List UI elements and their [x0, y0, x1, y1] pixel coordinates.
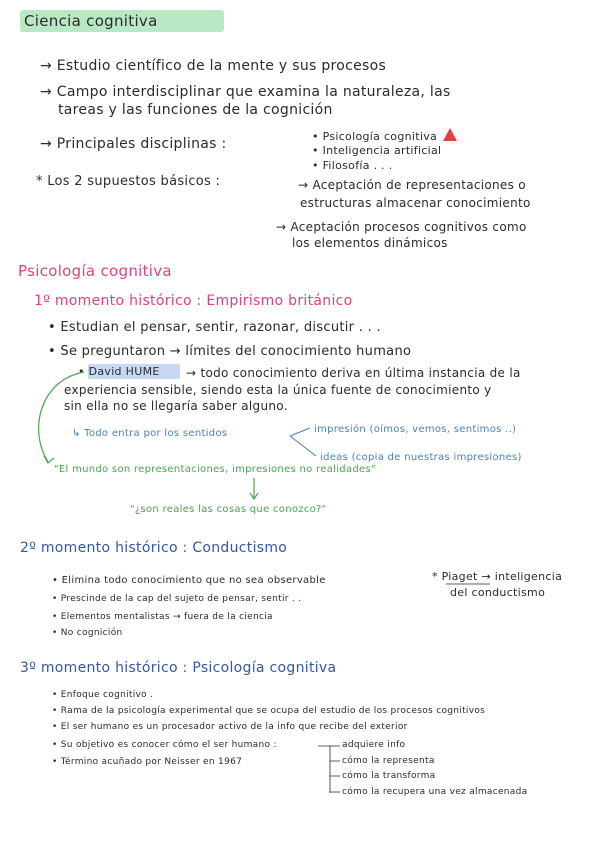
- m3-bullet-1: • Enfoque cognitivo .: [52, 690, 154, 700]
- options-bracket: [318, 746, 340, 793]
- discipline-1: • Psicología cognitiva: [312, 128, 457, 143]
- ideas-note: ideas (copia de nuestras impresiones): [320, 452, 522, 463]
- assumptions-label: * Los 2 supuestos básicos :: [36, 174, 221, 189]
- m3-bullet-4: • Su objetivo es conocer cómo el ser humano :: [52, 740, 277, 750]
- discipline-3: • Filosofía . . .: [312, 159, 393, 172]
- m3-option-2: cómo la representa: [342, 756, 435, 766]
- m3-bullet-5: • Término acuñado por Neisser en 1967: [52, 757, 243, 767]
- m1-bullet-2: • Se preguntaron → límites del conocimiento humano: [48, 344, 412, 359]
- world-quote: "El mundo son representaciones, impresiones no realidades": [54, 464, 376, 475]
- m2-bullet-2: • Prescinde de la cap del sujeto de pensar, sentir . .: [52, 594, 302, 604]
- m1-bullet-1: • Estudian el pensar, sentir, razonar, discutir . . .: [48, 320, 381, 335]
- page-title: Ciencia cognitiva: [24, 12, 158, 30]
- assumption-2b: los elementos dinámicos: [292, 236, 448, 250]
- assumption-1b: estructuras almacenar conocimiento: [300, 196, 531, 210]
- senses-note: ↳ Todo entra por los sentidos: [72, 428, 228, 439]
- m2-bullet-1: • Elimina todo conocimiento que no sea observable: [52, 575, 326, 586]
- piaget-note-2: del conductismo: [450, 586, 546, 599]
- discipline-2: • Inteligencia artificial: [312, 144, 442, 157]
- moment-2-heading: 2º momento histórico : Conductismo: [20, 540, 288, 556]
- intro-line-1: → Estudio científico de la mente y sus procesos: [40, 58, 387, 74]
- moment-1-heading: 1º momento histórico : Empirismo británico: [34, 293, 353, 309]
- m3-bullet-3: • El ser humano es un procesador activo de la info que recibe del exterior: [52, 722, 408, 732]
- m3-option-1: adquiere info: [342, 740, 406, 750]
- m2-bullet-3: • Elementos mentalistas → fuera de la ciencia: [52, 612, 273, 622]
- section-heading-psicologia: Psicología cognitiva: [18, 262, 172, 280]
- intro-line-2a: → Campo interdisciplinar que examina la naturaleza, las: [40, 84, 451, 100]
- hume-line-a: → todo conocimiento deriva en última instancia de la: [186, 366, 521, 380]
- assumption-2a: → Aceptación procesos cognitivos como: [276, 220, 527, 234]
- green-curve-connector: [39, 372, 84, 462]
- m2-bullet-4: • No cognición: [52, 628, 123, 638]
- m3-option-3: cómo la transforma: [342, 771, 436, 781]
- disciplines-label: → Principales disciplinas :: [40, 136, 227, 152]
- impression-note: impresión (oímos, vemos, sentimos ..): [314, 424, 517, 435]
- moment-3-heading: 3º momento histórico : Psicología cognitiva: [20, 660, 337, 676]
- piaget-note: * Piaget → inteligencia: [432, 570, 563, 583]
- m3-bullet-2: • Rama de la psicología experimental que se ocupa del estudio de los procesos cognitivos: [52, 706, 486, 716]
- hume-label: • David HUME: [78, 365, 160, 378]
- hume-line-b: experiencia sensible, siendo esta la única fuente de conocimiento y: [64, 383, 492, 397]
- reality-question: "¿son reales las cosas que conozco?": [130, 504, 327, 515]
- blue-branch-connector: [290, 428, 316, 456]
- hume-line-c: sin ella no se llegaría saber alguno.: [64, 399, 288, 413]
- m3-option-4: cómo la recupera una vez almacenada: [342, 787, 528, 797]
- assumption-1a: → Aceptación de representaciones o: [298, 178, 526, 192]
- intro-line-2b: tareas y las funciones de la cognición: [58, 102, 333, 118]
